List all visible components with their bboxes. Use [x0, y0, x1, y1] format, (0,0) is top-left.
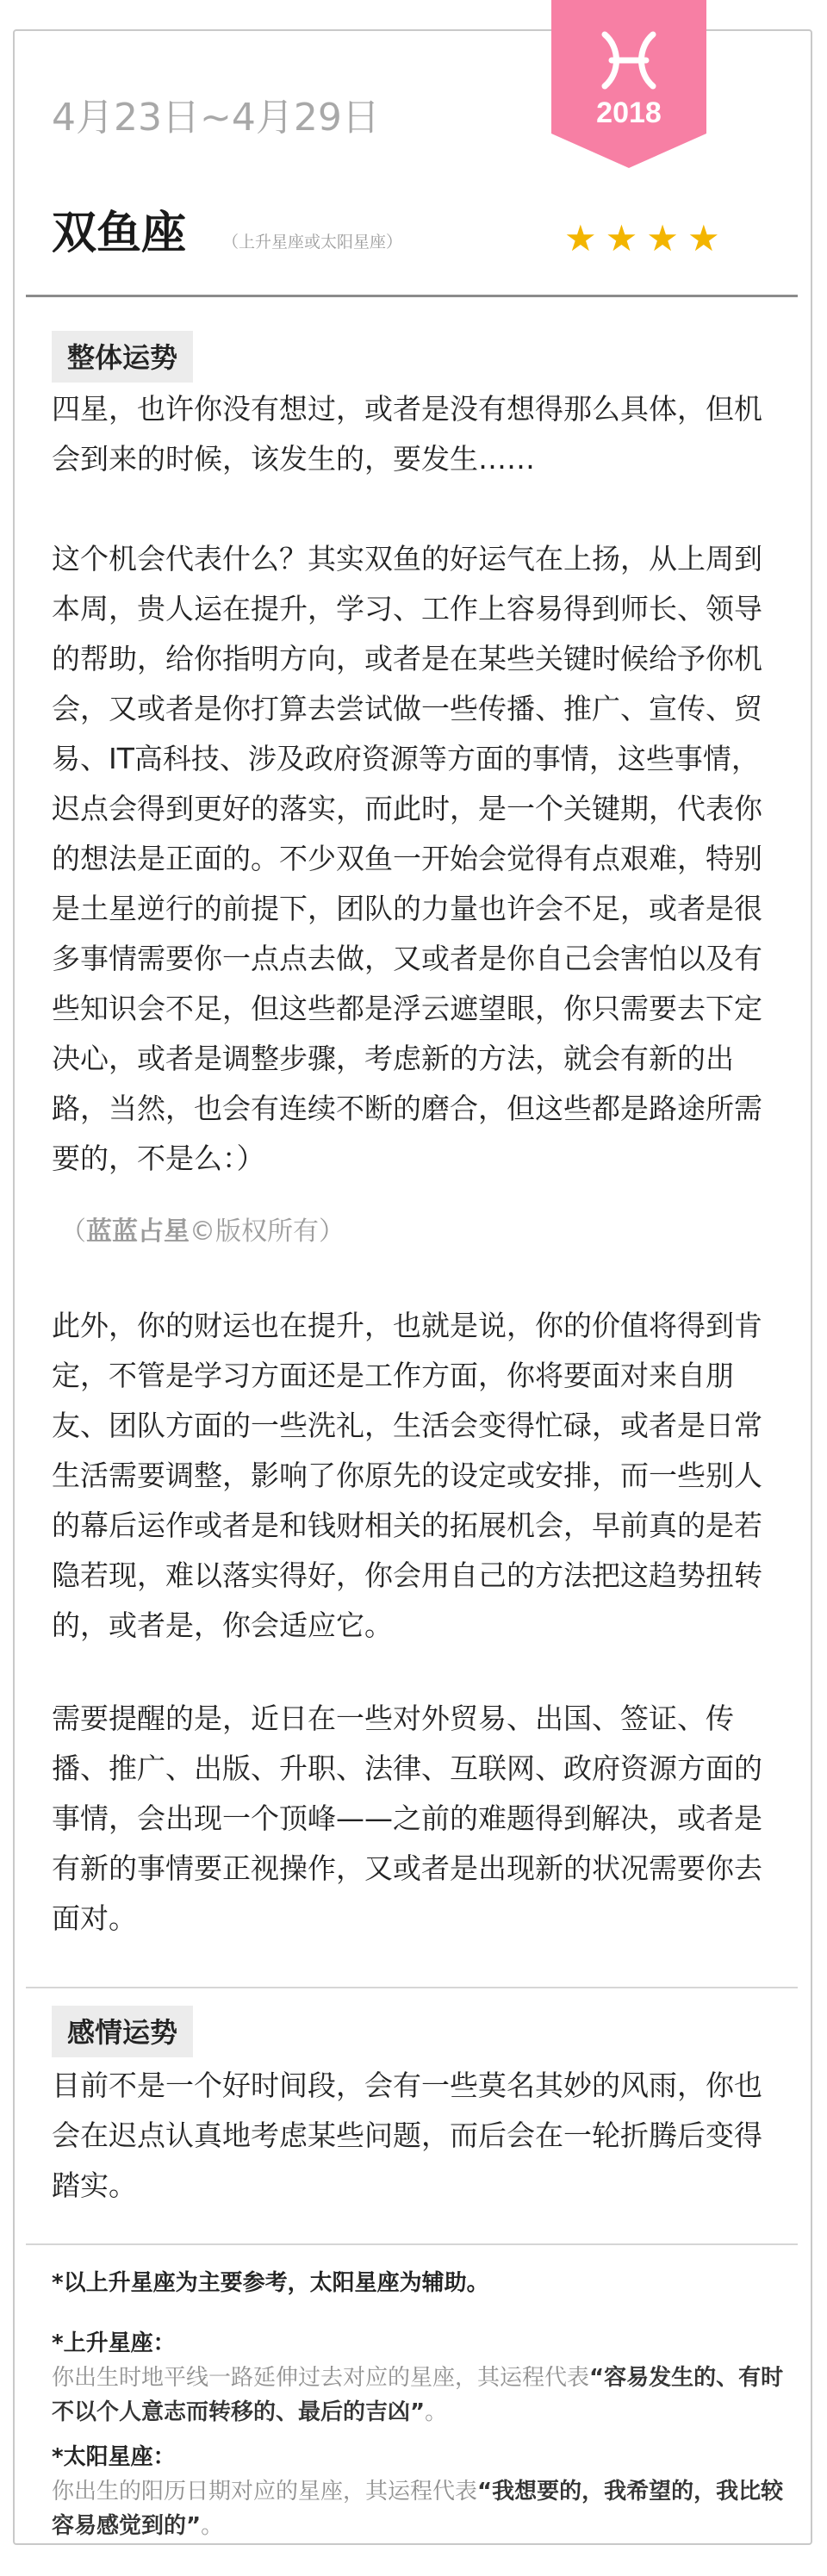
copyright-open: （	[60, 1216, 86, 1247]
sun-end: 。	[201, 2513, 224, 2539]
overall-paragraph-2: 这个机会代表什么？其实双鱼的好运气在上扬，从上周到本周，贵人运在提升，学习、工作上容易得到师长、领导的帮助，给你指明方向，或者是在某些关键时候给予你机会，又或者是你打算去尝试做一些传播、推广、宣传、贸易、IT高科技、涉及政府资源等方面的事情，这些事情，迟点会得到更好的落实，而此时，是一个关键期，代表你的想法是正面的。不少双鱼一开始会觉得有点艰难，特别是土星逆行的前提下，团队的力量也许会不足，或者是很多事情需要你一点点去做，又或者是你自己会害怕以及有些知识会不足，但这些都是浮云遮望眼，你只需要去下定决心，或者是调整步骤，考虑新的方法，就会有新的出路，当然，也会有连续不断的磨合，但这些都是路途所需要的，不是么：）	[52, 542, 762, 1175]
overall-paragraph-1: 四星，也许你没有想过，或者是没有想得那么具体，但机会到来的时候，该发生的，要发生……	[52, 392, 762, 476]
section-tag-love: 感情运势	[52, 2006, 193, 2057]
section-divider	[26, 1987, 798, 1988]
sign-title: 双鱼座	[52, 208, 187, 259]
date-range: 4月23日~4月29日	[52, 96, 380, 140]
rising-heading: *上升星座：	[52, 2330, 176, 2356]
sun-quote: “我想要的，我希望的，我比较容易感觉到的”	[52, 2479, 784, 2539]
rating-stars: ★★★★	[564, 217, 729, 259]
year-ribbon	[551, 0, 706, 168]
overall-paragraph-3: 此外，你的财运也在提升，也就是说，你的价值将得到肯定，不管是学习方面还是工作方面，你将要面对来自朋友、团队方面的一些洗礼，生活会变得忙碌，或者是日常生活需要调整，影响了你原先的设定或安排，而一些别人的幕后运作或者是和钱财相关的拓展机会，早前真的是若隐若现，难以落实得好，你会用自己的方法把这趋势扭转的，或者是，你会适应它。	[52, 1309, 762, 1642]
year-badge: 2018	[596, 96, 662, 129]
rising-quote: “容易发生的、有时不以个人意志而转移的、最后的吉凶”	[52, 2365, 784, 2425]
sun-body: 你出生的阳历日期对应的星座，其运程代表	[52, 2479, 478, 2504]
copyright-brand: 蓝蓝占星	[86, 1216, 190, 1247]
notes-divider	[26, 2243, 798, 2245]
header-divider	[26, 295, 798, 297]
love-paragraph: 目前不是一个好时间段，会有一些莫名其妙的风雨，你也会在迟点认真地考虑某些问题，而后会在一轮折腾后变得踏实。	[52, 2069, 762, 2202]
sign-subtitle: （上升星座或太阳星座）	[222, 233, 403, 252]
overall-paragraph-4: 需要提醒的是，近日在一些对外贸易、出国、签证、传播、推广、出版、升职、法律、互联网、政府资源方面的事情，会出现一个顶峰——之前的难题得到解决，或者是有新的事情要正视操作，又或者是出现新的状况需要你去面对。	[52, 1702, 762, 1935]
rising-end: 。	[425, 2399, 448, 2425]
copyright-rest: ©版权所有）	[190, 1216, 345, 1247]
notes-rising	[52, 2326, 793, 2430]
section-tag-overall: 整体运势	[52, 331, 193, 383]
rising-body: 你出生时地平线一路延伸过去对应的星座，其运程代表	[52, 2365, 590, 2391]
sun-heading: *太阳星座：	[52, 2444, 176, 2470]
notes-main	[52, 2266, 793, 2300]
notes-sun	[52, 2440, 793, 2543]
notes-main-text: *以上升星座为主要参考，太阳星座为辅助。	[52, 2270, 489, 2296]
ribbon-shape	[551, 0, 706, 168]
copyright-note	[60, 1210, 345, 1248]
